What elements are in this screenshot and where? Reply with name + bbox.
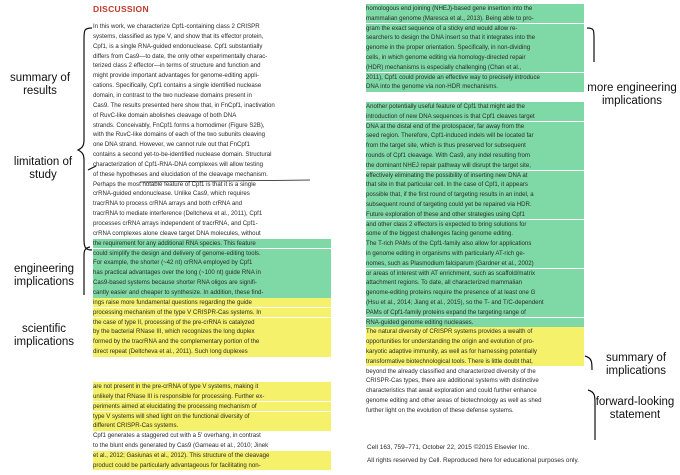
rightcol-line: CRISPR-Cas types, there are additional systems with distinctive: [366, 377, 539, 385]
leftcol-line: domain, in contrast to the two nuclease domains present in: [93, 91, 252, 99]
rightcol-line: or areas of interest with AT enrichment, such as scaffold/matrix: [366, 269, 584, 279]
leftcol-line: cantly easier and cheaper to synthesize. In addition, these find-: [93, 288, 331, 298]
rightcol-line: transformative biotechnological tools. There is little doubt that,: [366, 357, 584, 367]
leftcol-line: Cpf1, is a single RNA-guided endonuclease. Cpf1 substantially: [93, 42, 263, 50]
leftcol-line: cations. Specifically, Cpf1 contains a single identified nuclease: [93, 82, 262, 90]
leftcol-line: by the bacterial RNase III, which recognizes the long duplex: [93, 327, 331, 337]
leftcol-line: crRNA complexes alone cleave target DNA molecules, without: [93, 229, 261, 237]
rightcol-line: genome editing and other areas of biotechnology as well as shed: [366, 397, 542, 404]
leftcol-line: of RuvC-like domain abolishes cleavage of both DNA: [93, 111, 237, 119]
rightcol-line: beyond the already classified and characterized diversity of the: [366, 367, 536, 375]
rightcol-line: genome-editing proteins require the presence of at least one G: [366, 288, 584, 298]
annotation-limitation: limitation of study: [13, 156, 73, 181]
leftcol-line: Perhaps the most notable feature of Cpf1 is that it is a single: [93, 180, 256, 188]
rightcol-line: The natural diversity of CRISPR systems provides a wealth of: [366, 327, 584, 337]
leftcol-line: the case of type II, processing of the pre-crRNA is catalyzed: [93, 318, 331, 328]
leftcol-line: has practical advantages over the long (~100 nt) guide RNA in: [93, 268, 331, 278]
rightcol-line: RNA-guided genome editing nucleases.: [366, 318, 584, 328]
rightcol-line: seed region. Therefore, Cpf1-induced indels will be located far: [366, 131, 584, 141]
rightcol-line: rounds of Cpf1 cleavage. With Cas9, any indel resulting from: [366, 151, 584, 161]
section-heading: DISCUSSION: [93, 4, 149, 14]
rightcol-line: characteristics that await exploration and could further enhance: [366, 387, 537, 395]
leftcol-line: direct repeat (Deltcheva et al., 2011). Such long duplexes: [93, 347, 331, 357]
rightcol-line: opportunities for understanding the origin and evolution of pro-: [366, 337, 584, 347]
leftcol-line: Cas9-based systems because shorter RNA oligos are signifi-: [93, 278, 331, 288]
leftcol-line: might provide important advantages for genome-editing appli-: [93, 72, 259, 80]
leftcol-line: tracrRNA to mediate interference (Deltcheva et al., 2011), Cpf1: [93, 210, 263, 218]
annotation-engineering-left: engineering implications: [13, 263, 75, 288]
leftcol-line: crRNA-guided endonuclease. Unlike Cas9, which requires: [93, 190, 250, 198]
leftcol-line: contains a second yet-to-be-identified nuclease domain. Structural: [93, 151, 272, 159]
rightcol-line: some of the biggest challenges facing genome editing.: [366, 229, 584, 239]
rightcol-line: mammalian genome (Maresca et al., 2013). Being able to pro-: [366, 14, 584, 24]
limitation-arrow: [88, 166, 96, 170]
rightcol-line: Future exploration of these and other strategies using Cpf1: [366, 210, 584, 220]
leftcol-line: tracrRNA to process crRNA arrays and both crRNA and: [93, 200, 243, 208]
rightcol-line: PAMs of Cpf1-family proteins expand the targeting range of: [366, 308, 584, 318]
leftcol-line: systems, classified as type V, and show that its effector protein,: [93, 32, 264, 40]
annotation-engineering-right: more engineering implications: [587, 82, 677, 107]
leftcol-line: with the RuvC-like domains of each of the two subunits cleaving: [93, 131, 266, 139]
rightcol-line: gram the exact sequence of a sticky end would allow re-: [366, 24, 584, 34]
leftcol-line: et al., 2012; Gasiunas et al., 2012). This structure of the cleavage: [93, 451, 331, 461]
rightcol-line: 2011), Cpf1 could provide an effective way to precisely introduce: [366, 73, 584, 83]
leftcol-line: differs from Cas9—to date, the only other experimentally charac-: [93, 52, 268, 60]
rightcol-line: DNA into the genome via non-HDR mechanisms.: [366, 82, 584, 92]
annotation-forward: forward-looking statement: [595, 396, 675, 421]
rightcol-line: from the target site, which is thus preserved for subsequent: [366, 141, 584, 151]
rightcol-line: and other class 2 effectors is expected to bring solutions for: [366, 220, 584, 230]
rightcol-line: the dominant NHEJ repair pathway will disrupt the target site,: [366, 161, 584, 171]
rightcol-line: cells, in which genome editing via homology-directed repair: [366, 53, 584, 63]
leftcol-line: type V systems will shed light on the functional diversity of: [93, 412, 331, 422]
leftcol-line: one DNA strand. However, we cannot rule out that FnCpf1: [93, 141, 250, 149]
footer-rights: All rights reserved by Cell. Reproduced here for educational purposes only.: [367, 457, 579, 464]
rightcol-line: effectively eliminating the possibility of inserting new DNA at: [366, 171, 584, 181]
annotation-summary-right: summary of implications: [605, 352, 667, 377]
rightcol-line: searchers to design the DNA insert so that it integrates into the: [366, 33, 584, 43]
leftcol-line: Cas9. The results presented here show that, in FnCpf1, inactivation: [93, 101, 275, 109]
leftcol-line: strands. Conceivably, FnCpf1 forms a homodimer (Figure S2B),: [93, 121, 265, 129]
right-top-bracket: [587, 28, 594, 62]
leftcol-line: For example, the shorter (~42 nt) crRNA employed by Cpf1: [93, 258, 331, 268]
rightcol-line: that site in that particular cell. In the case of Cpf1, it appears: [366, 180, 584, 190]
leftcol-line: ings raise more fundamental questions regarding the guide: [93, 298, 331, 308]
rightcol-line: (Hsu et al., 2014; Jiang et al., 2015), so the T- and T/C-dependent: [366, 298, 584, 308]
leftcol-line: In this work, we characterize Cpf1-containing class 2 CRISPR: [93, 23, 260, 30]
rightcol-line: karyotic adaptive immunity, as well as for harnessing potentially: [366, 347, 584, 357]
leftcol-line: could simplify the design and delivery of genome-editing tools.: [93, 249, 331, 259]
rightcol-line: introduction of new DNA sequences is that Cpf1 cleaves target: [366, 112, 584, 122]
annotation-scientific: scientific implications: [13, 323, 75, 348]
leftcol-line: formed by the tracrRNA and the complementary portion of the: [93, 337, 331, 347]
footer-citation: Cell 163, 759–771, October 22, 2015 ©2015 Elsevier Inc.: [367, 444, 530, 451]
leftcol-line: different CRISPR-Cas systems.: [93, 421, 331, 431]
rightcol-line: homologous end joining (NHEJ)-based gene insertion into the: [366, 4, 584, 14]
summary-right-bracket: [585, 356, 592, 370]
rightcol-line: nomes, such as Plasmodium falciparum (Gardner et al., 2002): [366, 259, 584, 269]
rightcol-line: Another potentially useful feature of Cpf1 that might aid the: [366, 102, 584, 112]
rightcol-line: DNA at the distal end of the protospacer, far away from the: [366, 122, 584, 132]
leftcol-line: periments aimed at elucidating the processing mechanism of: [93, 402, 331, 412]
leftcol-line: are not present in the pre-crRNA of type V systems, making it: [93, 382, 331, 392]
rightcol-line: (HDR) mechanisms is especially challenging (Chan et al.,: [366, 63, 584, 73]
leftcol-line: processes crRNA arrays independent of tracrRNA, and Cpf1-: [93, 220, 258, 227]
rightcol-line: possible that, if the first round of targeting results in an indel, a: [366, 190, 584, 200]
leftcol-line: characterization of Cpf1-RNA-DNA complexes will allow testing: [93, 160, 264, 168]
leftcol-line: processing mechanism of the type V CRISPR-Cas systems. In: [93, 308, 331, 318]
rightcol-line: attachment regions. To date, all characterized mammalian: [366, 278, 584, 288]
leftcol-line: of these hypotheses and elucidation of the cleavage mechanism.: [93, 170, 268, 178]
annotation-summary: summary of results: [9, 72, 71, 97]
engineering-bracket: [84, 247, 90, 295]
rightcol-line: subsequent round of targeting could yet be repaired via HDR.: [366, 200, 584, 210]
limitation-underline: [140, 180, 310, 182]
leftcol-line: to the blunt ends generated by Cas9 (Garneau et al., 2010; Jinek: [93, 442, 269, 450]
leftcol-line: Cpf1 generates a staggered cut with a 5' overhang, in contrast: [93, 432, 261, 440]
summary-bracket: [78, 28, 92, 250]
rightcol-line: in genome editing in organisms with particularly AT-rich ge-: [366, 249, 584, 259]
leftcol-line: product could be particularly advantageous for facilitating non-: [93, 461, 331, 471]
rightcol-line: The T-rich PAMs of the Cpf1-family also allow for applications: [366, 239, 584, 249]
leftcol-line: unlikely that RNase III is responsible for processing. Further ex-: [93, 392, 331, 402]
rightcol-line: further light on the evolution of these defense systems.: [366, 406, 514, 414]
leftcol-line: terized class 2 effector—in terms of structure and function and: [93, 62, 261, 70]
leftcol-line: the requirement for any additional RNA species. This feature: [93, 239, 331, 249]
rightcol-line: genome in the proper orientation. Specifically, in non-dividing: [366, 43, 584, 53]
